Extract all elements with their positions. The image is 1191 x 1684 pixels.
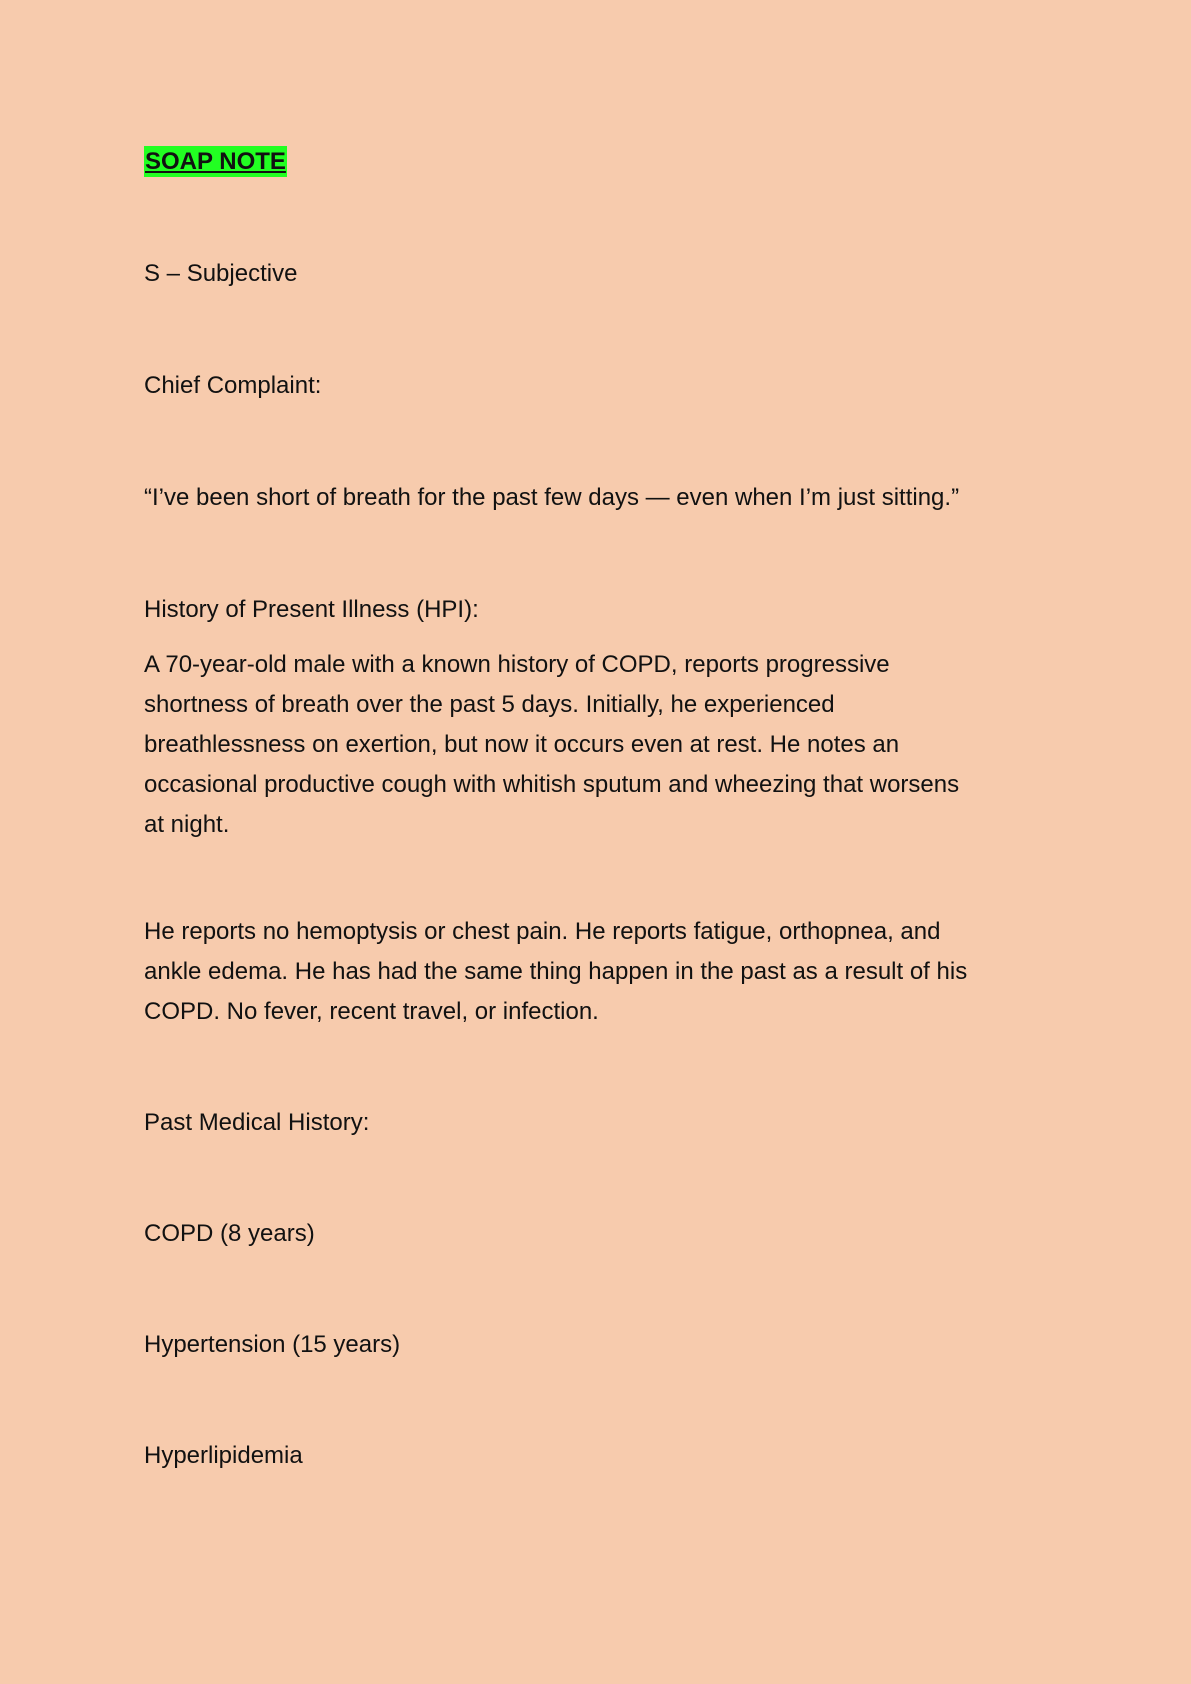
hpi-paragraph-2-line: ankle edema. He has had the same thing happen in the past as a result of his: [144, 958, 968, 985]
hpi-paragraph-1: [144, 645, 1044, 845]
hpi-paragraph-1-line: A 70-year-old male with a known history of COPD, reports progressive: [144, 651, 890, 678]
chief-complaint-quote: “I’ve been short of breath for the past few days — even when I’m just sitting.”: [144, 484, 960, 511]
hpi-paragraph-1-line: at night.: [144, 811, 230, 838]
pmh-item-hyperlipidemia: Hyperlipidemia: [144, 1442, 303, 1469]
hpi-label: History of Present Illness (HPI):: [144, 596, 479, 623]
hpi-paragraph-1-line: breathlessness on exertion, but now it occurs even at rest. He notes an: [144, 731, 900, 758]
hpi-paragraph-2: [144, 912, 1044, 1032]
past-medical-history-label: Past Medical History:: [144, 1109, 370, 1136]
pmh-item-hypertension: Hypertension (15 years): [144, 1331, 401, 1358]
section-subjective-heading: S – Subjective: [144, 260, 298, 287]
chief-complaint-label: Chief Complaint:: [144, 372, 322, 399]
pmh-item-copd: COPD (8 years): [144, 1220, 315, 1247]
document-title: [144, 142, 287, 182]
hpi-paragraph-2-line: He reports no hemoptysis or chest pain. He reports fatigue, orthopnea, and: [144, 918, 941, 945]
hpi-paragraph-2-line: COPD. No fever, recent travel, or infection.: [144, 998, 599, 1025]
document-title-text: SOAP NOTE: [145, 148, 286, 175]
hpi-paragraph-1-line: occasional productive cough with whitish sputum and wheezing that worsens: [144, 771, 960, 798]
hpi-paragraph-1-line: shortness of breath over the past 5 days. Initially, he experienced: [144, 691, 835, 718]
